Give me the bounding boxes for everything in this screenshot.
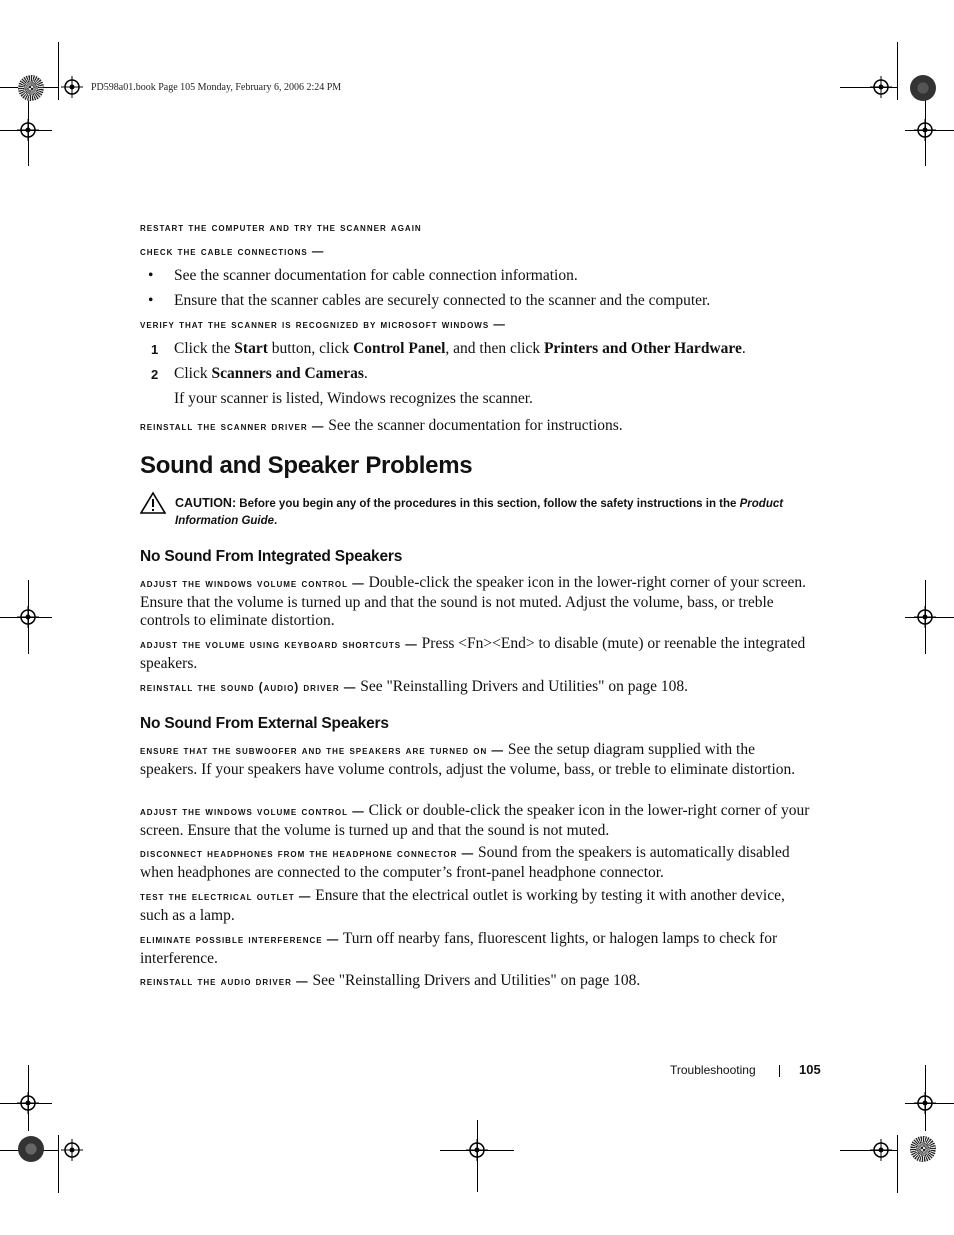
scanners-cameras-label: Scanners and Cameras (211, 365, 364, 382)
guide-title: Product Information Guide (175, 498, 784, 527)
start-button-label: Start (234, 340, 268, 357)
registration-target-icon (914, 606, 936, 628)
integrated-item: adjust the volume using keyboard shortcuts — Press <Fn><End> to disable (mute) or reenable the integrated speakers. (140, 635, 806, 672)
restart-scanner-heading: restart the computer and try the scanner again (140, 222, 422, 234)
step-2-text: Click Scanners and Cameras. (174, 365, 368, 382)
print-slug: PD598a01.book Page 105 Monday, February 6, 2006 2:24 PM (91, 82, 342, 93)
external-item: adjust the windows volume control — Click or double-click the speaker icon in the lower-right corner of your screen. Ensure that the volume is turned up and that the sound is not muted. (140, 802, 810, 839)
registration-target-icon (17, 1092, 39, 1114)
color-calibration-disc-icon (910, 75, 936, 101)
registration-target-icon (61, 76, 83, 98)
footer-divider (779, 1065, 780, 1077)
step-number: 2 (151, 367, 159, 382)
reinstall-scanner-heading: reinstall the scanner driver — (140, 421, 325, 433)
registration-target-icon (870, 76, 892, 98)
caution-note: CAUTION: Before you begin any of the procedures in this section, follow the safety instructions in the Product Information Guide. (175, 496, 784, 527)
reinstall-scanner-paragraph: reinstall the scanner driver — See the scanner documentation for instructions. (140, 417, 623, 434)
page-title: Sound and Speaker Problems (140, 452, 473, 479)
bullet-icon: • (148, 292, 154, 309)
page-number: 105 (799, 1062, 821, 1077)
registration-target-icon (17, 119, 39, 141)
registration-target-icon (914, 1092, 936, 1114)
step-1-text: Click the Start button, click Control Panel, and then click Printers and Other Hardware. (174, 340, 746, 357)
bullet-icon: • (148, 267, 154, 284)
step-note: If your scanner is listed, Windows recognizes the scanner. (174, 390, 533, 407)
external-item: ensure that the subwoofer and the speakers are turned on — See the setup diagram supplied with the speakers. If your speakers have volume controls, adjust the volume, bass, or treble to eliminate distortion. (140, 741, 796, 778)
printers-hardware-label: Printers and Other Hardware (543, 340, 742, 357)
external-item: eliminate possible interference — Turn off nearby fans, fluorescent lights, or halogen lamps to check for interference. (140, 930, 778, 967)
color-calibration-disc-icon (18, 1136, 44, 1162)
caution-triangle-icon (140, 491, 166, 515)
check-cable-heading: check the cable connections — (140, 246, 325, 258)
control-panel-label: Control Panel (353, 340, 446, 357)
color-calibration-disc-icon (18, 75, 44, 101)
external-item: reinstall the audio driver — See "Reinstalling Drivers and Utilities" on page 108. (140, 972, 641, 989)
list-item: Ensure that the scanner cables are securely connected to the scanner and the computer. (174, 292, 711, 309)
footer-chapter: Troubleshooting (670, 1063, 756, 1077)
external-item: disconnect headphones from the headphone connector — Sound from the speakers is automatically disabled when headphones are connected to the computer’s front-panel headphone connector. (140, 844, 790, 881)
caution-label: CAUTION: (175, 496, 237, 510)
registration-target-icon (17, 606, 39, 628)
color-calibration-disc-icon (910, 1136, 936, 1162)
external-item: test the electrical outlet — Ensure that the electrical outlet is working by testing it with another device, such as a lamp. (140, 887, 785, 924)
integrated-item: adjust the windows volume control — Double-click the speaker icon in the lower-right corner of your screen. Ensure that the volume is turned up and that the sound is not muted. Adjust the volume, bass, or treble controls to eliminate distortion. (140, 574, 806, 630)
external-speakers-heading: No Sound From External Speakers (140, 715, 389, 732)
verify-scanner-heading: verify that the scanner is recognized by microsoft windows — (140, 319, 506, 331)
integrated-item: reinstall the sound (audio) driver — See "Reinstalling Drivers and Utilities" on page 108. (140, 678, 688, 695)
list-item: See the scanner documentation for cable connection information. (174, 267, 578, 284)
integrated-speakers-heading: No Sound From Integrated Speakers (140, 548, 403, 565)
registration-target-icon (870, 1139, 892, 1161)
registration-target-icon (466, 1139, 488, 1161)
registration-target-icon (914, 119, 936, 141)
step-number: 1 (151, 342, 159, 357)
registration-target-icon (61, 1139, 83, 1161)
